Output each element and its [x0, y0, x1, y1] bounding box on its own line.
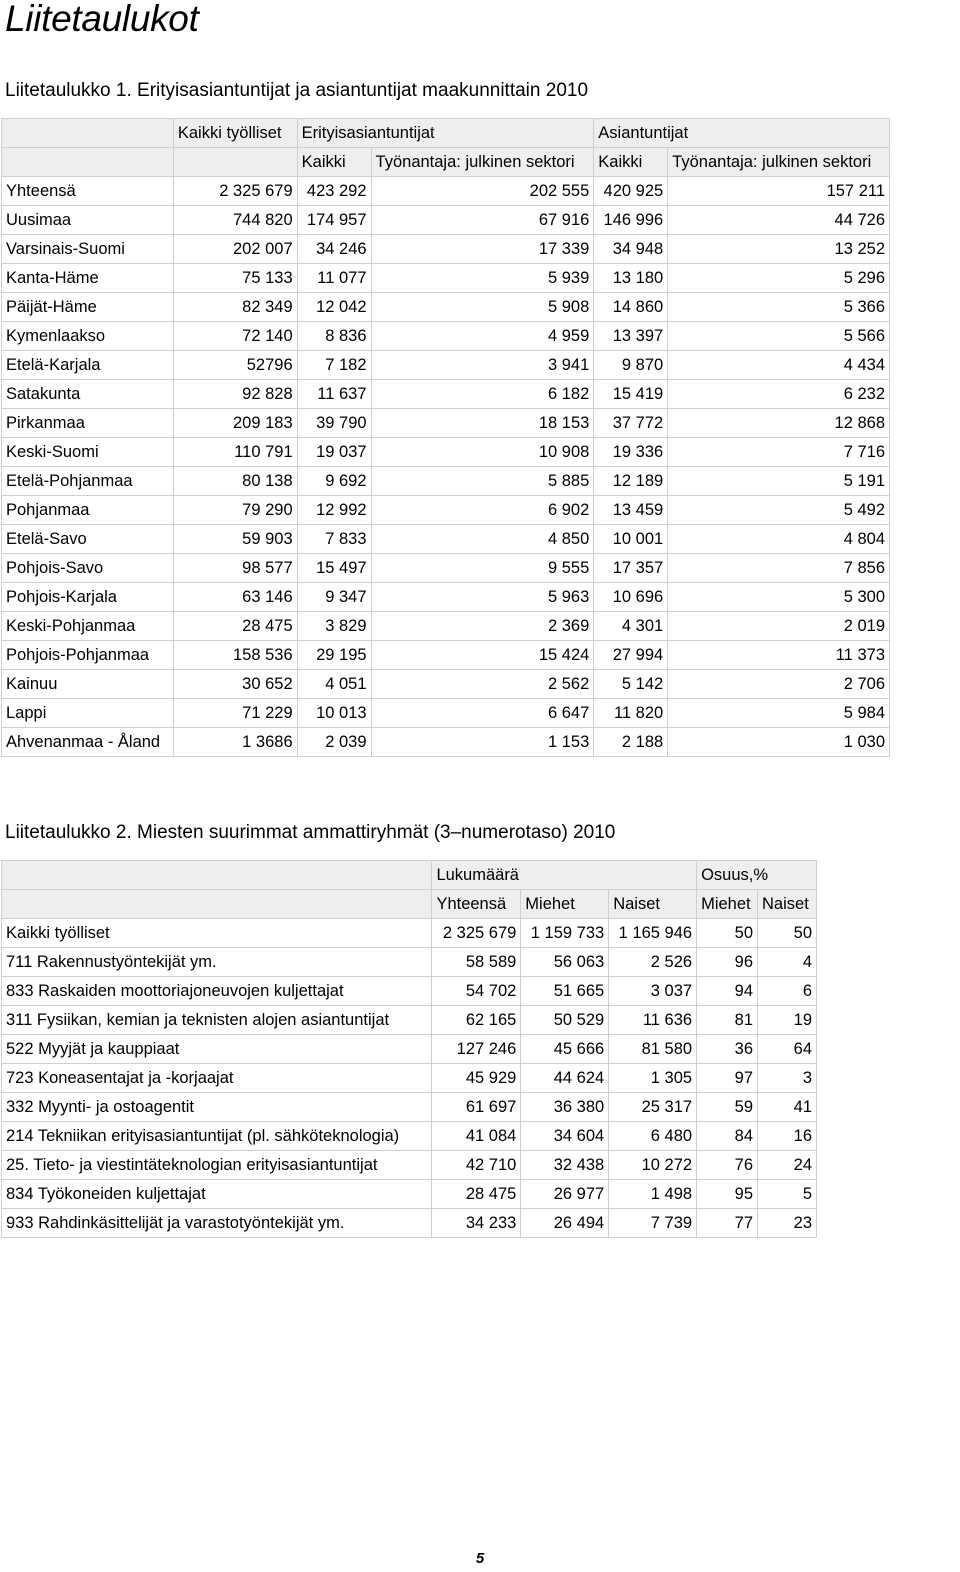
table1-row: [2, 322, 890, 351]
table1-cell: 17 339: [371, 235, 594, 264]
table2-cell: 42 710: [432, 1151, 521, 1180]
table1-header-asiantuntijat: Asiantuntijat: [594, 119, 890, 148]
table2-row-label: 214 Tekniikan erityisasiantuntijat (pl. sähköteknologia): [2, 1122, 432, 1151]
table1-cell: 744 820: [173, 206, 297, 235]
table2-row: [2, 1151, 817, 1180]
table1-cell: 13 397: [594, 322, 668, 351]
table1-cell: 5 300: [668, 583, 890, 612]
table1-cell: 1 030: [668, 728, 890, 757]
table1-cell: 10 908: [371, 438, 594, 467]
table1-cell: 2 188: [594, 728, 668, 757]
table1-cell: 18 153: [371, 409, 594, 438]
table2-row: [2, 1180, 817, 1209]
table1-cell: 4 434: [668, 351, 890, 380]
table1-cell: 13 180: [594, 264, 668, 293]
table1-cell: 17 357: [594, 554, 668, 583]
table2-subheader-naiset: Naiset: [609, 890, 697, 919]
table1-cell: 4 301: [594, 612, 668, 641]
table2-cell: 50: [758, 919, 817, 948]
table1-row-label: Kymenlaakso: [2, 322, 174, 351]
table1-cell: 19 037: [297, 438, 371, 467]
table2: [1, 860, 817, 1238]
table2-row: [2, 1064, 817, 1093]
table1-cell: 158 536: [173, 641, 297, 670]
table1: [1, 118, 890, 757]
table1-cell: 9 347: [297, 583, 371, 612]
table2-cell: 34 604: [521, 1122, 609, 1151]
table1-cell: 420 925: [594, 177, 668, 206]
table1-header-erityisasiantuntijat: Erityisasiantuntijat: [297, 119, 594, 148]
table2-subheader-naiset-pct: Naiset: [758, 890, 817, 919]
table2-header-corner: [2, 890, 432, 919]
table2-cell: 127 246: [432, 1035, 521, 1064]
table2-cell: 36 380: [521, 1093, 609, 1122]
table2-cell: 3 037: [609, 977, 697, 1006]
table1-cell: 12 042: [297, 293, 371, 322]
table1-row-label: Etelä-Pohjanmaa: [2, 467, 174, 496]
table1-cell: 1 153: [371, 728, 594, 757]
table1-row: [2, 467, 890, 496]
table1-row: [2, 583, 890, 612]
table2-cell: 44 624: [521, 1064, 609, 1093]
table2-row-label: 723 Koneasentajat ja -korjaajat: [2, 1064, 432, 1093]
table2-cell: 50 529: [521, 1006, 609, 1035]
table2-cell: 5: [758, 1180, 817, 1209]
table1-cell: 7 182: [297, 351, 371, 380]
table1-cell: 423 292: [297, 177, 371, 206]
table2-cell: 61 697: [432, 1093, 521, 1122]
table2-subheader-yhteensa: Yhteensä: [432, 890, 521, 919]
table1-cell: 10 696: [594, 583, 668, 612]
table1-cell: 67 916: [371, 206, 594, 235]
table2-cell: 10 272: [609, 1151, 697, 1180]
table2-cell: 6: [758, 977, 817, 1006]
table1-row: [2, 380, 890, 409]
table1-cell: 28 475: [173, 612, 297, 641]
table1-row: [2, 206, 890, 235]
table1-row-label: Kanta-Häme: [2, 264, 174, 293]
table1-cell: 5 984: [668, 699, 890, 728]
table2-cell: 24: [758, 1151, 817, 1180]
table1-row: [2, 728, 890, 757]
table1-cell: 82 349: [173, 293, 297, 322]
table1-cell: 6 902: [371, 496, 594, 525]
table1-row-label: Pohjois-Pohjanmaa: [2, 641, 174, 670]
table1-cell: 15 497: [297, 554, 371, 583]
table1-cell: 5 885: [371, 467, 594, 496]
table1-header-blank: [173, 148, 297, 177]
table1-cell: 2 562: [371, 670, 594, 699]
table1-cell: 11 077: [297, 264, 371, 293]
table1-header-row-2: [2, 148, 890, 177]
table1-row: [2, 525, 890, 554]
table1-cell: 202 555: [371, 177, 594, 206]
table1-row-label: Pohjanmaa: [2, 496, 174, 525]
table2-cell: 2 526: [609, 948, 697, 977]
table2-title: Liitetaulukko 2. Miesten suurimmat ammattiryhmät (3–numerotaso) 2010: [5, 822, 616, 843]
table1-row-label: Satakunta: [2, 380, 174, 409]
table2-row: [2, 1035, 817, 1064]
table1-cell: 3 941: [371, 351, 594, 380]
table1-cell: 6 647: [371, 699, 594, 728]
table1-row-label: Keski-Suomi: [2, 438, 174, 467]
table1-cell: 2 706: [668, 670, 890, 699]
table1-subheader-julkinen: Työnantaja: julkinen sektori: [371, 148, 594, 177]
table1-cell: 7 833: [297, 525, 371, 554]
table1-cell: 7 716: [668, 438, 890, 467]
table1-cell: 14 860: [594, 293, 668, 322]
table2-cell: 7 739: [609, 1209, 697, 1238]
table1-cell: 13 459: [594, 496, 668, 525]
table1-cell: 75 133: [173, 264, 297, 293]
table2-cell: 76: [697, 1151, 758, 1180]
table1-cell: 10 013: [297, 699, 371, 728]
table1-cell: 146 996: [594, 206, 668, 235]
page-title: Liitetaulukot: [5, 0, 199, 39]
table1-cell: 2 019: [668, 612, 890, 641]
table1-cell: 2 369: [371, 612, 594, 641]
table1-subheader-kaikki: Kaikki: [594, 148, 668, 177]
table2-cell: 81 580: [609, 1035, 697, 1064]
table2-header-row-2: [2, 890, 817, 919]
table1-header-corner: [2, 148, 174, 177]
table2-row: [2, 919, 817, 948]
table2-cell: 1 498: [609, 1180, 697, 1209]
table1-cell: 6 232: [668, 380, 890, 409]
table2-cell: 96: [697, 948, 758, 977]
table2-cell: 26 977: [521, 1180, 609, 1209]
table1-cell: 37 772: [594, 409, 668, 438]
table1-row: [2, 293, 890, 322]
table1-cell: 12 868: [668, 409, 890, 438]
table2-cell: 51 665: [521, 977, 609, 1006]
table1-cell: 5 366: [668, 293, 890, 322]
page-number: 5: [475, 1550, 485, 1567]
table1-cell: 174 957: [297, 206, 371, 235]
table2-row-label: 711 Rakennustyöntekijät ym.: [2, 948, 432, 977]
table1-cell: 157 211: [668, 177, 890, 206]
table1-row-label: Etelä-Savo: [2, 525, 174, 554]
table2-cell: 26 494: [521, 1209, 609, 1238]
table1-cell: 72 140: [173, 322, 297, 351]
table1-cell: 98 577: [173, 554, 297, 583]
table1-cell: 80 138: [173, 467, 297, 496]
table2-cell: 6 480: [609, 1122, 697, 1151]
table1-row-label: Päijät-Häme: [2, 293, 174, 322]
table2-header-row-1: [2, 861, 817, 890]
table1-row: [2, 670, 890, 699]
table1-cell: 9 555: [371, 554, 594, 583]
table1-row: [2, 235, 890, 264]
table1-cell: 34 246: [297, 235, 371, 264]
table2-cell: 58 589: [432, 948, 521, 977]
table1-row: [2, 264, 890, 293]
table1-row-label: Pohjois-Savo: [2, 554, 174, 583]
table1-cell: 12 189: [594, 467, 668, 496]
table2-row-label: 332 Myynti- ja ostoagentit: [2, 1093, 432, 1122]
table2-cell: 59: [697, 1093, 758, 1122]
table2-row: [2, 1093, 817, 1122]
table2-row: [2, 948, 817, 977]
table1-cell: 9 870: [594, 351, 668, 380]
table1-cell: 79 290: [173, 496, 297, 525]
table1-header-kaikki-tyolliset: Kaikki työlliset: [173, 119, 297, 148]
table1-row-label: Pohjois-Karjala: [2, 583, 174, 612]
table2-cell: 1 165 946: [609, 919, 697, 948]
table1-subheader-kaikki: Kaikki: [297, 148, 371, 177]
table1-cell: 7 856: [668, 554, 890, 583]
table2-cell: 84: [697, 1122, 758, 1151]
table2-cell: 28 475: [432, 1180, 521, 1209]
table1-cell: 15 419: [594, 380, 668, 409]
table2-cell: 77: [697, 1209, 758, 1238]
table1-row: [2, 699, 890, 728]
table1-row-label: Keski-Pohjanmaa: [2, 612, 174, 641]
table2-cell: 4: [758, 948, 817, 977]
table1-title: Liitetaulukko 1. Erityisasiantuntijat ja asiantuntijat maakunnittain 2010: [5, 80, 589, 101]
table2-cell: 23: [758, 1209, 817, 1238]
table1-cell: 2 325 679: [173, 177, 297, 206]
table2-row-label: Kaikki työlliset: [2, 919, 432, 948]
table2-row-label: 311 Fysiikan, kemian ja teknisten alojen asiantuntijat: [2, 1006, 432, 1035]
table1-row-label: Yhteensä: [2, 177, 174, 206]
table2-subheader-miehet-pct: Miehet: [697, 890, 758, 919]
table2-cell: 45 666: [521, 1035, 609, 1064]
table1-cell: 19 336: [594, 438, 668, 467]
table1-cell: 29 195: [297, 641, 371, 670]
table1-cell: 15 424: [371, 641, 594, 670]
table1-row: [2, 641, 890, 670]
table1-cell: 5 142: [594, 670, 668, 699]
table1-row: [2, 409, 890, 438]
table2-subheader-miehet: Miehet: [521, 890, 609, 919]
table2-cell: 25 317: [609, 1093, 697, 1122]
table1-cell: 59 903: [173, 525, 297, 554]
table1-row-label: Kainuu: [2, 670, 174, 699]
table2-cell: 19: [758, 1006, 817, 1035]
table1-cell: 11 373: [668, 641, 890, 670]
table1-cell: 202 007: [173, 235, 297, 264]
table2-cell: 41: [758, 1093, 817, 1122]
table1-subheader-julkinen: Työnantaja: julkinen sektori: [668, 148, 890, 177]
table1-cell: 2 039: [297, 728, 371, 757]
table2-cell: 1 159 733: [521, 919, 609, 948]
table2-cell: 16: [758, 1122, 817, 1151]
table2-cell: 34 233: [432, 1209, 521, 1238]
table2-cell: 64: [758, 1035, 817, 1064]
table1-cell: 11 820: [594, 699, 668, 728]
table1-cell: 110 791: [173, 438, 297, 467]
table2-cell: 54 702: [432, 977, 521, 1006]
table1-row-label: Varsinais-Suomi: [2, 235, 174, 264]
table1-cell: 5 191: [668, 467, 890, 496]
table1-cell: 10 001: [594, 525, 668, 554]
table1-cell: 5 566: [668, 322, 890, 351]
table1-cell: 3 829: [297, 612, 371, 641]
table2-cell: 62 165: [432, 1006, 521, 1035]
table2-cell: 50: [697, 919, 758, 948]
table1-cell: 71 229: [173, 699, 297, 728]
table1-row: [2, 177, 890, 206]
table1-cell: 63 146: [173, 583, 297, 612]
table1-cell: 52796: [173, 351, 297, 380]
table1-cell: 9 692: [297, 467, 371, 496]
table1-cell: 1 3686: [173, 728, 297, 757]
table2-cell: 45 929: [432, 1064, 521, 1093]
table2-cell: 97: [697, 1064, 758, 1093]
table1-cell: 5 492: [668, 496, 890, 525]
table1-cell: 92 828: [173, 380, 297, 409]
table1-row-label: Etelä-Karjala: [2, 351, 174, 380]
table1-cell: 5 939: [371, 264, 594, 293]
table1-row-label: Ahvenanmaa - Åland: [2, 728, 174, 757]
table1-header-row-1: [2, 119, 890, 148]
table1-cell: 34 948: [594, 235, 668, 264]
table1-cell: 4 959: [371, 322, 594, 351]
table2-header-lukumaara: Lukumäärä: [432, 861, 697, 890]
table2-row-label: 25. Tieto- ja viestintäteknologian erityisasiantuntijat: [2, 1151, 432, 1180]
table1-header-corner: [2, 119, 174, 148]
table1-row: [2, 351, 890, 380]
table1-row: [2, 612, 890, 641]
table1-cell: 27 994: [594, 641, 668, 670]
table2-row: [2, 1006, 817, 1035]
table1-row: [2, 438, 890, 467]
table2-cell: 3: [758, 1064, 817, 1093]
table2-row: [2, 1209, 817, 1238]
table2-cell: 56 063: [521, 948, 609, 977]
table1-cell: 44 726: [668, 206, 890, 235]
table1-row-label: Lappi: [2, 699, 174, 728]
table1-cell: 5 908: [371, 293, 594, 322]
table2-cell: 32 438: [521, 1151, 609, 1180]
table2-header-osuus: Osuus,%: [697, 861, 817, 890]
table2-cell: 1 305: [609, 1064, 697, 1093]
table1-cell: 13 252: [668, 235, 890, 264]
table1-cell: 4 051: [297, 670, 371, 699]
table2-cell: 81: [697, 1006, 758, 1035]
table1-row-label: Pirkanmaa: [2, 409, 174, 438]
table2-cell: 36: [697, 1035, 758, 1064]
table2-header-corner: [2, 861, 432, 890]
table1-row-label: Uusimaa: [2, 206, 174, 235]
table1-cell: 11 637: [297, 380, 371, 409]
table2-cell: 11 636: [609, 1006, 697, 1035]
table2-row: [2, 1122, 817, 1151]
table2-row-label: 833 Raskaiden moottoriajoneuvojen kuljettajat: [2, 977, 432, 1006]
table1-cell: 39 790: [297, 409, 371, 438]
table2-row-label: 933 Rahdinkäsittelijät ja varastotyöntekijät ym.: [2, 1209, 432, 1238]
table2-cell: 94: [697, 977, 758, 1006]
table2-row: [2, 977, 817, 1006]
table1-cell: 12 992: [297, 496, 371, 525]
table1-cell: 4 850: [371, 525, 594, 554]
table2-row-label: 834 Työkoneiden kuljettajat: [2, 1180, 432, 1209]
table1-cell: 5 296: [668, 264, 890, 293]
table1-row: [2, 554, 890, 583]
table1-cell: 5 963: [371, 583, 594, 612]
table2-cell: 2 325 679: [432, 919, 521, 948]
table2-cell: 95: [697, 1180, 758, 1209]
table2-cell: 41 084: [432, 1122, 521, 1151]
table1-cell: 30 652: [173, 670, 297, 699]
table1-cell: 4 804: [668, 525, 890, 554]
table2-row-label: 522 Myyjät ja kauppiaat: [2, 1035, 432, 1064]
table1-row: [2, 496, 890, 525]
table1-cell: 8 836: [297, 322, 371, 351]
table1-cell: 6 182: [371, 380, 594, 409]
table1-cell: 209 183: [173, 409, 297, 438]
